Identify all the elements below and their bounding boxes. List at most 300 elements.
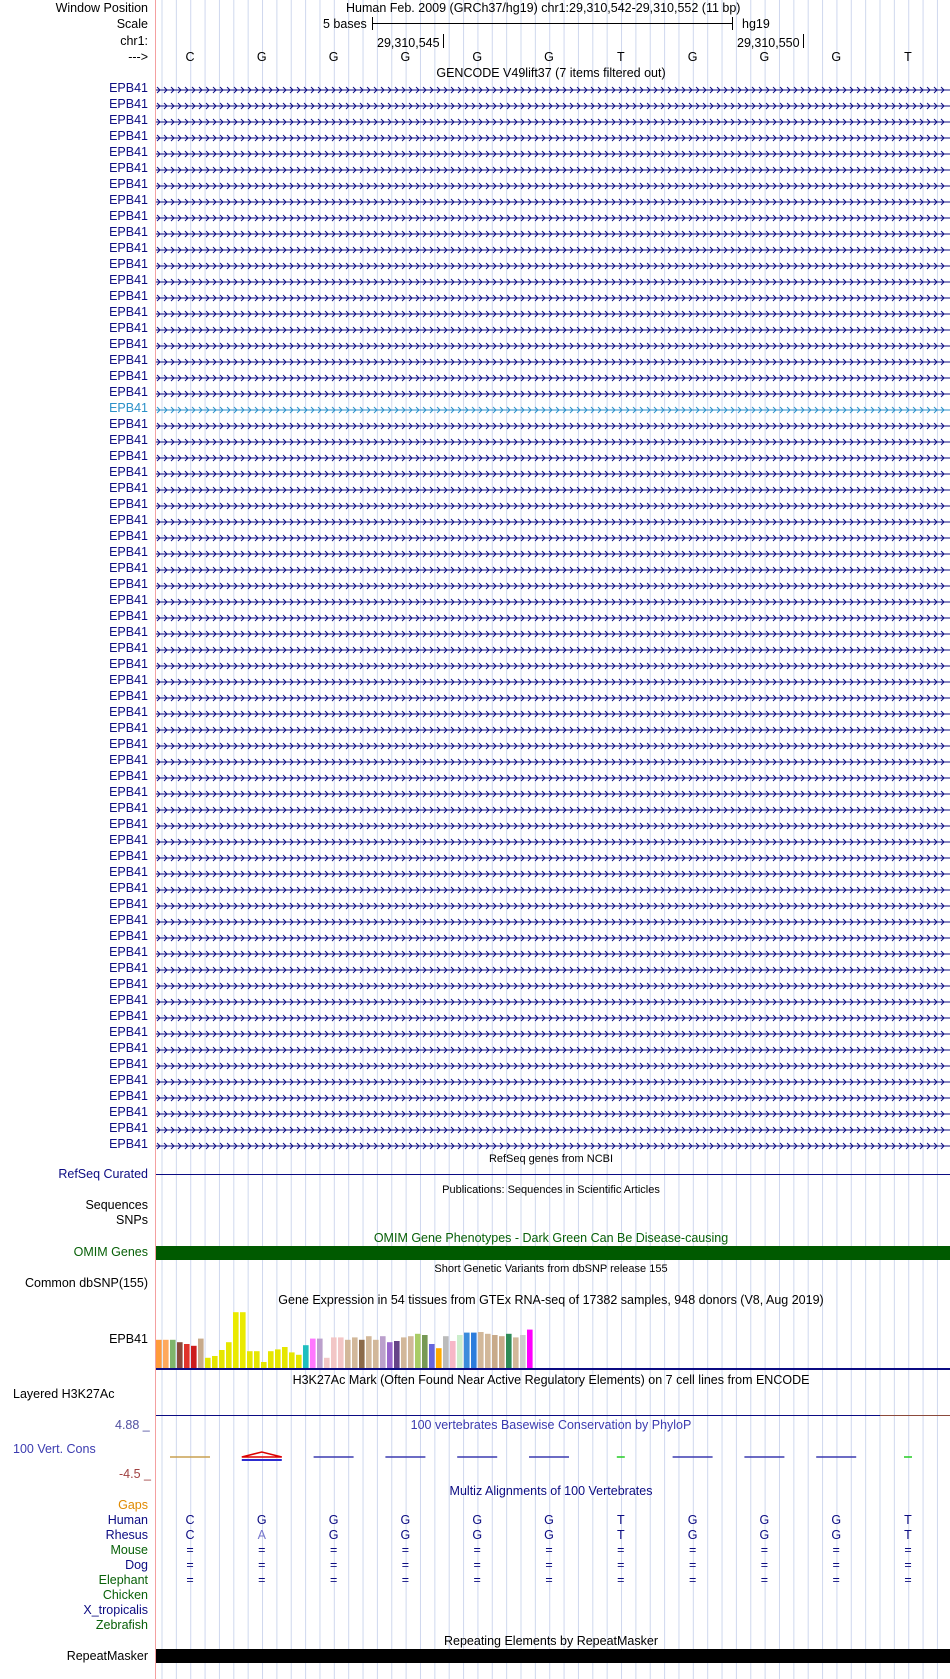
gtex-tissue-bar[interactable] — [198, 1339, 204, 1368]
gtex-tissue-bar[interactable] — [170, 1340, 176, 1368]
scale-bar — [372, 23, 733, 24]
dbsnp-track-label[interactable]: Common dbSNP(155) — [25, 1276, 148, 1290]
gencode-transcript-line[interactable] — [156, 565, 950, 575]
gencode-transcript-line[interactable] — [156, 597, 950, 607]
gencode-transcript-label[interactable]: EPB41 — [109, 913, 148, 927]
multiz-base: = — [473, 1573, 481, 1587]
gencode-transcript-line[interactable] — [156, 997, 950, 1007]
gtex-tissue-bar[interactable] — [359, 1340, 365, 1368]
gtex-tissue-bar[interactable] — [387, 1342, 393, 1368]
phylop-ymin-label: -4.5 _ — [119, 1467, 151, 1481]
multiz-base: = — [186, 1543, 194, 1557]
gencode-transcript-label[interactable]: EPB41 — [109, 113, 148, 127]
gtex-tissue-bar[interactable] — [373, 1340, 379, 1368]
gencode-transcript-label[interactable]: EPB41 — [109, 417, 148, 431]
gtex-tissue-bar[interactable] — [464, 1333, 470, 1368]
gtex-tissue-bar[interactable] — [233, 1312, 239, 1368]
gencode-transcript-line[interactable] — [156, 901, 950, 911]
gtex-tissue-bar[interactable] — [429, 1344, 435, 1368]
base-letter: T — [904, 50, 912, 64]
gencode-transcript-line[interactable] — [156, 741, 950, 751]
multiz-base: G — [759, 1513, 770, 1527]
gencode-transcript-label[interactable]: EPB41 — [109, 1089, 148, 1103]
gtex-baseline — [156, 1368, 950, 1370]
gencode-transcript-line[interactable] — [156, 245, 950, 255]
gencode-transcript-label[interactable]: EPB41 — [109, 369, 148, 383]
multiz-base: G — [544, 1528, 554, 1542]
gencode-transcript-label[interactable]: EPB41 — [109, 337, 148, 351]
multiz-base: = — [760, 1558, 769, 1572]
gencode-transcript-line[interactable] — [156, 469, 950, 479]
gencode-transcript-label[interactable]: EPB41 — [109, 385, 148, 399]
pubs-snps-label[interactable]: SNPs — [116, 1213, 148, 1227]
base-letter: T — [616, 50, 625, 64]
multiz-base: = — [473, 1543, 481, 1557]
repeatmasker-element-bar[interactable] — [156, 1649, 950, 1663]
h3k27ac-signal-segment — [880, 1415, 950, 1416]
gtex-tissue-bar[interactable] — [380, 1336, 386, 1368]
gtex-tissue-bar[interactable] — [205, 1358, 211, 1368]
multiz-species-label[interactable]: X_tropicalis — [83, 1603, 148, 1617]
gencode-transcript-line[interactable] — [156, 341, 950, 351]
gencode-transcript-label[interactable]: EPB41 — [109, 257, 148, 271]
gencode-transcript-label[interactable]: EPB41 — [109, 897, 148, 911]
repeatmasker-track-label[interactable]: RepeatMasker — [66, 1649, 148, 1663]
gtex-tissue-bar[interactable] — [268, 1351, 274, 1368]
multiz-base: = — [832, 1558, 840, 1572]
gtex-tissue-bar[interactable] — [520, 1335, 526, 1368]
base-letter: G — [328, 50, 339, 64]
multiz-species-label[interactable]: Elephant — [98, 1573, 148, 1587]
gencode-transcript-line[interactable] — [156, 693, 950, 703]
gencode-transcript-line[interactable] — [156, 709, 950, 719]
gencode-transcript-line[interactable] — [156, 917, 950, 927]
multiz-base: T — [904, 1528, 912, 1542]
gtex-tissue-bar[interactable] — [303, 1345, 309, 1368]
gencode-transcript-label[interactable]: EPB41 — [109, 401, 148, 415]
window-position-label: Window Position — [55, 1, 148, 15]
chrom-label: chr1: — [120, 34, 148, 48]
multiz-base: = — [832, 1543, 840, 1557]
gtex-tissue-bar[interactable] — [163, 1340, 169, 1368]
gencode-transcript-label[interactable]: EPB41 — [109, 177, 148, 191]
gtex-tissue-bar[interactable] — [527, 1330, 533, 1368]
gencode-transcript-label[interactable]: EPB41 — [109, 193, 148, 207]
gencode-transcript-label[interactable]: EPB41 — [109, 449, 148, 463]
gencode-transcript-line[interactable] — [156, 165, 950, 175]
gencode-transcript-label[interactable]: EPB41 — [109, 529, 148, 543]
multiz-base: = — [545, 1573, 553, 1587]
multiz-base: G — [328, 1513, 339, 1527]
gencode-transcript-label[interactable]: EPB41 — [109, 433, 148, 447]
multiz-base: = — [688, 1558, 697, 1572]
gencode-transcript-label[interactable]: EPB41 — [109, 1009, 148, 1023]
base-letter: C — [185, 50, 195, 64]
base-letter: G — [544, 50, 554, 64]
multiz-base: = — [760, 1543, 769, 1557]
gencode-transcript-label[interactable]: EPB41 — [109, 481, 148, 495]
gencode-transcript-line[interactable] — [156, 373, 950, 383]
h3k27ac-track-label[interactable]: Layered H3K27Ac — [13, 1387, 115, 1401]
gencode-transcript-label[interactable]: EPB41 — [109, 817, 148, 831]
gencode-transcript-line[interactable] — [156, 213, 950, 223]
gencode-transcript-label[interactable]: EPB41 — [109, 625, 148, 639]
gencode-transcript-label[interactable]: EPB41 — [109, 513, 148, 527]
gencode-transcript-line[interactable] — [156, 405, 950, 415]
gencode-transcript-label[interactable]: EPB41 — [109, 945, 148, 959]
gtex-track-label[interactable]: EPB41 — [109, 1332, 148, 1346]
gencode-transcript-label[interactable]: EPB41 — [109, 689, 148, 703]
multiz-base: G — [759, 1528, 770, 1542]
gencode-transcript-line[interactable] — [156, 821, 950, 831]
gencode-transcript-line[interactable] — [156, 533, 950, 543]
multiz-base: = — [760, 1573, 769, 1587]
gencode-transcript-label[interactable]: EPB41 — [109, 769, 148, 783]
gencode-transcript-label[interactable]: EPB41 — [109, 833, 148, 847]
gencode-transcript-label[interactable]: EPB41 — [109, 1057, 148, 1071]
position-tick-2 — [803, 34, 804, 48]
gencode-transcript-line[interactable] — [156, 725, 950, 735]
dbsnp-track-title[interactable]: Short Genetic Variants from dbSNP release 155 — [434, 1263, 668, 1275]
scale-bar-right-tick — [732, 17, 733, 30]
multiz-base: = — [401, 1543, 410, 1557]
multiz-base: = — [904, 1558, 912, 1572]
gtex-tissue-bar[interactable] — [212, 1356, 218, 1368]
refseq-gene-line[interactable] — [156, 1174, 950, 1175]
gencode-transcript-label[interactable]: EPB41 — [109, 321, 148, 335]
multiz-base: = — [329, 1543, 338, 1557]
db-label: hg19 — [742, 17, 770, 31]
gtex-tissue-bar[interactable] — [184, 1344, 190, 1368]
multiz-base: G — [687, 1513, 698, 1527]
multiz-base: C — [185, 1528, 195, 1542]
gencode-transcript-label[interactable]: EPB41 — [109, 641, 148, 655]
gencode-transcript-label[interactable]: EPB41 — [109, 545, 148, 559]
gtex-tissue-bar[interactable] — [240, 1312, 246, 1368]
gencode-transcript-line[interactable] — [156, 645, 950, 655]
omim-track-label[interactable]: OMIM Genes — [73, 1245, 148, 1259]
phylop-signal[interactable] — [156, 1440, 950, 1470]
gencode-transcript-line[interactable] — [156, 389, 950, 399]
gtex-tissue-bar[interactable] — [506, 1334, 512, 1368]
gencode-transcript-line[interactable] — [156, 837, 950, 847]
gencode-transcript-label[interactable]: EPB41 — [109, 993, 148, 1007]
gtex-tissue-bar[interactable] — [457, 1335, 463, 1368]
multiz-base: = — [617, 1543, 625, 1557]
gencode-transcript-label[interactable]: EPB41 — [109, 129, 148, 143]
gencode-transcript-label[interactable]: EPB41 — [109, 593, 148, 607]
gencode-transcript-line[interactable] — [156, 1077, 950, 1087]
gencode-transcript-label[interactable]: EPB41 — [109, 1105, 148, 1119]
gencode-transcript-label[interactable]: EPB41 — [109, 1041, 148, 1055]
gencode-transcript-line[interactable] — [156, 101, 950, 111]
gtex-tissue-bar[interactable] — [310, 1339, 316, 1368]
gencode-transcript-line[interactable] — [156, 981, 950, 991]
gencode-transcript-label[interactable]: EPB41 — [109, 497, 148, 511]
refseq-track-label[interactable]: RefSeq Curated — [58, 1167, 148, 1181]
gencode-transcript-line[interactable] — [156, 517, 950, 527]
gtex-tissue-bar[interactable] — [331, 1337, 337, 1368]
gtex-tissue-bar[interactable] — [275, 1349, 281, 1368]
gtex-tissue-bar[interactable] — [324, 1358, 330, 1368]
gencode-transcript-line[interactable] — [156, 117, 950, 127]
multiz-base: G — [831, 1513, 842, 1527]
gencode-transcript-line[interactable] — [156, 885, 950, 895]
gencode-transcript-line[interactable] — [156, 229, 950, 239]
multiz-base: G — [400, 1528, 411, 1542]
multiz-base: = — [904, 1573, 912, 1587]
gtex-tissue-bar[interactable] — [352, 1337, 358, 1368]
gencode-transcript-label[interactable]: EPB41 — [109, 881, 148, 895]
gencode-transcript-line[interactable] — [156, 293, 950, 303]
gencode-transcript-line[interactable] — [156, 661, 950, 671]
gtex-tissue-bar[interactable] — [177, 1342, 183, 1368]
gtex-tissue-bar[interactable] — [485, 1334, 491, 1368]
multiz-species-label[interactable]: Gaps — [118, 1498, 148, 1512]
gtex-expression-chart[interactable] — [156, 1306, 950, 1370]
gencode-transcript-line[interactable] — [156, 581, 950, 591]
gencode-transcript-line[interactable] — [156, 309, 950, 319]
gtex-tissue-bar[interactable] — [443, 1336, 449, 1368]
multiz-base: = — [688, 1573, 697, 1587]
gencode-transcript-line[interactable] — [156, 1093, 950, 1103]
gencode-transcript-label[interactable]: EPB41 — [109, 753, 148, 767]
gencode-transcript-line[interactable] — [156, 197, 950, 207]
gtex-tissue-bar[interactable] — [415, 1334, 421, 1368]
gencode-transcript-label[interactable]: EPB41 — [109, 785, 148, 799]
refseq-track-title[interactable]: RefSeq genes from NCBI — [488, 1153, 614, 1165]
multiz-base: T — [616, 1528, 625, 1542]
position-tick-1 — [443, 34, 444, 48]
phylop-track-label[interactable]: 100 Vert. Cons — [13, 1442, 96, 1456]
gencode-transcript-line[interactable] — [156, 1109, 950, 1119]
gencode-transcript-label[interactable]: EPB41 — [109, 81, 148, 95]
multiz-base: T — [616, 1513, 625, 1527]
gtex-tissue-bar[interactable] — [492, 1335, 498, 1368]
gtex-tissue-bar[interactable] — [401, 1337, 407, 1368]
gtex-tissue-bar[interactable] — [394, 1341, 400, 1368]
gtex-tissue-bar[interactable] — [478, 1332, 484, 1368]
strand-label: ---> — [128, 50, 148, 64]
base-letter: G — [687, 50, 698, 64]
gencode-transcript-line[interactable] — [156, 277, 950, 287]
gencode-transcript-line[interactable] — [156, 629, 950, 639]
gencode-transcript-label[interactable]: EPB41 — [109, 673, 148, 687]
gtex-tissue-bar[interactable] — [450, 1341, 456, 1368]
base-letter: G — [759, 50, 770, 64]
gencode-transcript-label[interactable]: EPB41 — [109, 1137, 148, 1151]
gencode-transcript-label[interactable]: EPB41 — [109, 561, 148, 575]
multiz-base: C — [185, 1513, 195, 1527]
gtex-tissue-bar[interactable] — [247, 1351, 253, 1368]
gencode-transcript-label[interactable]: EPB41 — [109, 353, 148, 367]
gencode-transcript-line[interactable] — [156, 485, 950, 495]
multiz-base: = — [688, 1543, 697, 1557]
gtex-tissue-bar[interactable] — [282, 1347, 288, 1368]
multiz-species-label[interactable]: Chicken — [102, 1588, 148, 1602]
multiz-base: = — [258, 1558, 266, 1572]
multiz-base: G — [544, 1513, 554, 1527]
multiz-base: G — [328, 1528, 339, 1542]
gencode-transcript-line[interactable] — [156, 949, 950, 959]
gtex-tissue-bar[interactable] — [422, 1335, 428, 1368]
gencode-transcript-line[interactable] — [156, 149, 950, 159]
gtex-track-title[interactable]: Gene Expression in 54 tissues from GTEx RNA-seq of 17382 samples, 948 donors (V8, Aug 2019) — [278, 1293, 824, 1307]
multiz-base: = — [186, 1573, 194, 1587]
gencode-track-title[interactable]: GENCODE V49lift37 (7 items filtered out) — [436, 66, 666, 80]
gencode-transcript-label[interactable]: EPB41 — [109, 705, 148, 719]
gencode-transcript-line[interactable] — [156, 613, 950, 623]
gtex-tissue-bar[interactable] — [191, 1346, 197, 1368]
gencode-transcript-label[interactable]: EPB41 — [109, 977, 148, 991]
gencode-transcript-line[interactable] — [156, 357, 950, 367]
gtex-tissue-bar[interactable] — [289, 1352, 295, 1368]
gtex-tissue-bar[interactable] — [513, 1337, 519, 1368]
gtex-tissue-bar[interactable] — [296, 1355, 302, 1368]
gencode-transcript-line[interactable] — [156, 1045, 950, 1055]
gencode-transcript-label[interactable]: EPB41 — [109, 865, 148, 879]
base-letter: G — [400, 50, 411, 64]
multiz-base: = — [258, 1573, 266, 1587]
gencode-transcript-label[interactable]: EPB41 — [109, 1073, 148, 1087]
gencode-transcript-label[interactable]: EPB41 — [109, 289, 148, 303]
multiz-base: = — [401, 1573, 410, 1587]
gencode-transcript-line[interactable] — [156, 453, 950, 463]
multiz-base: A — [257, 1528, 266, 1542]
phylop-ymax-label: 4.88 _ — [115, 1418, 150, 1432]
multiz-track-title[interactable]: Multiz Alignments of 100 Vertebrates — [449, 1484, 653, 1498]
multiz-base: = — [832, 1573, 840, 1587]
gencode-transcript-line[interactable] — [156, 853, 950, 863]
omim-track-title[interactable]: OMIM Gene Phenotypes - Dark Green Can Be Disease-causing — [373, 1231, 729, 1245]
gencode-transcript-label[interactable]: EPB41 — [109, 97, 148, 111]
gencode-transcript-label[interactable]: EPB41 — [109, 577, 148, 591]
gencode-transcript-label[interactable]: EPB41 — [109, 609, 148, 623]
gencode-transcript-line[interactable] — [156, 1029, 950, 1039]
gencode-transcript-line[interactable] — [156, 789, 950, 799]
pubs-sequences-label[interactable]: Sequences — [85, 1198, 148, 1212]
base-letter: G — [256, 50, 267, 64]
gencode-transcript-label[interactable]: EPB41 — [109, 273, 148, 287]
phylop-signal-peak — [242, 1452, 282, 1457]
gencode-transcript-line[interactable] — [156, 437, 950, 447]
gencode-transcript-label[interactable]: EPB41 — [109, 465, 148, 479]
gencode-transcript-line[interactable] — [156, 1061, 950, 1071]
gencode-transcript-label[interactable]: EPB41 — [109, 737, 148, 751]
gencode-transcript-label[interactable]: EPB41 — [109, 305, 148, 319]
multiz-base: = — [186, 1558, 194, 1572]
gencode-transcript-line[interactable] — [156, 549, 950, 559]
gencode-transcript-line[interactable] — [156, 677, 950, 687]
pubs-track-title[interactable]: Publications: Sequences in Scientific Articles — [442, 1184, 660, 1196]
gencode-transcript-label[interactable]: EPB41 — [109, 1121, 148, 1135]
gencode-transcript-label[interactable]: EPB41 — [109, 145, 148, 159]
multiz-species-label[interactable]: Zebrafish — [95, 1618, 148, 1632]
repeatmasker-track-title[interactable]: Repeating Elements by RepeatMasker — [443, 1634, 659, 1648]
gtex-tissue-bar[interactable] — [408, 1336, 414, 1368]
multiz-base: = — [258, 1543, 266, 1557]
multiz-base: = — [329, 1558, 338, 1572]
gencode-transcript-label[interactable]: EPB41 — [109, 961, 148, 975]
gtex-tissue-bar[interactable] — [254, 1351, 260, 1368]
multiz-base: = — [617, 1573, 625, 1587]
gencode-transcript-label[interactable]: EPB41 — [109, 241, 148, 255]
multiz-species-label[interactable]: Mouse — [110, 1543, 148, 1557]
assembly-position-text: Human Feb. 2009 (GRCh37/hg19) chr1:29,310,542-29,310,552 (11 bp) — [346, 1, 741, 15]
multiz-base: = — [329, 1573, 338, 1587]
gencode-transcript-label[interactable]: EPB41 — [109, 209, 148, 223]
gencode-transcript-label[interactable]: EPB41 — [109, 225, 148, 239]
gtex-tissue-bar[interactable] — [471, 1333, 477, 1368]
gencode-transcript-line[interactable] — [156, 1013, 950, 1023]
gencode-transcript-line[interactable] — [156, 85, 950, 95]
position-marker-1: 29,310,545 — [377, 36, 440, 50]
gtex-tissue-bar[interactable] — [366, 1336, 372, 1368]
gtex-tissue-bar[interactable] — [338, 1337, 344, 1368]
multiz-base: = — [904, 1543, 912, 1557]
multiz-base: T — [904, 1513, 912, 1527]
multiz-base: = — [545, 1558, 553, 1572]
gencode-transcript-label[interactable]: EPB41 — [109, 1025, 148, 1039]
gencode-transcript-line[interactable] — [156, 805, 950, 815]
gencode-transcript-line[interactable] — [156, 1125, 950, 1135]
gencode-transcript-line[interactable] — [156, 181, 950, 191]
gencode-transcript-line[interactable] — [156, 1141, 950, 1151]
gencode-transcript-line[interactable] — [156, 325, 950, 335]
multiz-base: = — [401, 1558, 410, 1572]
multiz-species-label[interactable]: Human — [107, 1513, 148, 1527]
gencode-transcript-line[interactable] — [156, 757, 950, 767]
multiz-base: = — [473, 1558, 481, 1572]
gencode-transcript-label[interactable]: EPB41 — [109, 849, 148, 863]
gencode-transcript-line[interactable] — [156, 133, 950, 143]
gencode-transcript-line[interactable] — [156, 933, 950, 943]
h3k27ac-baseline — [156, 1415, 950, 1416]
scale-bases-text: 5 bases — [323, 17, 367, 31]
gtex-tissue-bar[interactable] — [317, 1339, 323, 1368]
gencode-transcript-line[interactable] — [156, 869, 950, 879]
gtex-tissue-bar[interactable] — [226, 1342, 232, 1368]
gtex-tissue-bar[interactable] — [345, 1340, 351, 1368]
phylop-track-title[interactable]: 100 vertebrates Basewise Conservation by PhyloP — [410, 1418, 692, 1432]
gencode-transcript-line[interactable] — [156, 421, 950, 431]
multiz-base: G — [472, 1528, 483, 1542]
omim-phenotype-bar[interactable] — [156, 1246, 950, 1260]
multiz-species-label[interactable]: Rhesus — [105, 1528, 148, 1542]
multiz-base: G — [472, 1513, 483, 1527]
position-marker-2: 29,310,550 — [737, 36, 800, 50]
gencode-transcript-line[interactable] — [156, 965, 950, 975]
gtex-tissue-bar[interactable] — [219, 1350, 225, 1368]
gtex-tissue-bar[interactable] — [499, 1336, 505, 1368]
multiz-base: G — [256, 1513, 267, 1527]
h3k27ac-track-title[interactable]: H3K27Ac Mark (Often Found Near Active Regulatory Elements) on 7 cell lines from ENCODE — [292, 1373, 810, 1387]
gencode-transcript-label[interactable]: EPB41 — [109, 721, 148, 735]
gencode-transcript-line[interactable] — [156, 501, 950, 511]
gtex-tissue-bar[interactable] — [156, 1340, 162, 1368]
gencode-transcript-label[interactable]: EPB41 — [109, 657, 148, 671]
gencode-transcript-line[interactable] — [156, 261, 950, 271]
gtex-tissue-bar[interactable] — [436, 1348, 442, 1368]
gencode-transcript-label[interactable]: EPB41 — [109, 801, 148, 815]
gencode-transcript-line[interactable] — [156, 773, 950, 783]
multiz-base: G — [687, 1528, 698, 1542]
multiz-species-label[interactable]: Dog — [125, 1558, 148, 1572]
gencode-transcript-label[interactable]: EPB41 — [109, 929, 148, 943]
multiz-base: = — [617, 1558, 625, 1572]
gencode-transcript-label[interactable]: EPB41 — [109, 161, 148, 175]
scale-bar-left-tick — [372, 17, 373, 30]
